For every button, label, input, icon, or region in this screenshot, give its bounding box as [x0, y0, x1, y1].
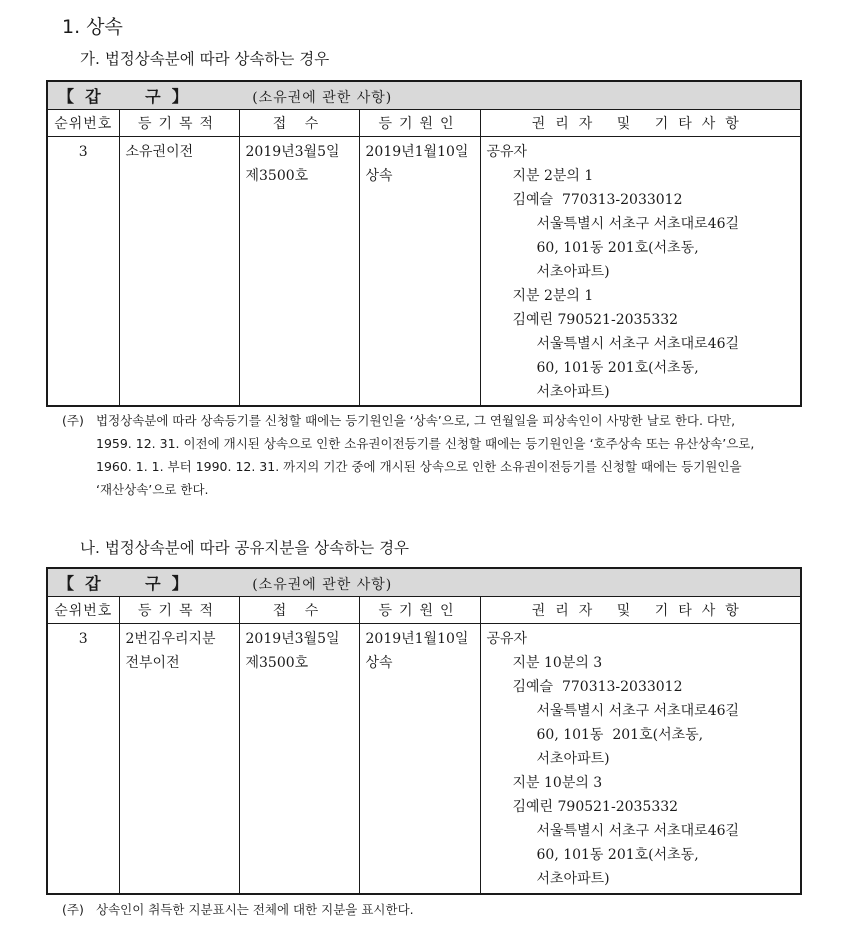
purpose-line: 전부이전 [125, 655, 180, 671]
column-headers [47, 110, 801, 137]
receipt-number: 제3500호 [245, 655, 309, 671]
rights-cell [481, 624, 801, 891]
page-heading: 1. 상속 [62, 16, 123, 38]
rights-line: 김예린 790521-2035332 [512, 799, 679, 815]
header-rank: 순위번호 [47, 110, 119, 137]
note-line: 상속인이 취득한 지분표시는 전체에 대한 지분을 표시한다. [96, 902, 414, 917]
note-line: 법정상속분에 따라 상속등기를 신청할 때에는 등기원인을 ‘상속’으로, 그 연월일을 피상속인이 사망한 날로 한다. 다만, [96, 413, 736, 428]
rights-line: 60, 101동 201호(서초동, [536, 847, 699, 863]
note-line: 1959. 12. 31. 이전에 개시된 상속으로 인한 소유권이전등기를 신청할 때에는 등기원인을 ‘호주상속 또는 유산상속’으로, [96, 436, 755, 451]
rights-line: 지분 2분의 1 [512, 168, 594, 184]
gap-section-header [47, 568, 801, 597]
rights-line: 공유자 [486, 144, 528, 160]
rights-line: 서초아파트) [536, 751, 610, 767]
purpose-line: 2번김우리지분 [125, 631, 216, 647]
cause-date: 2019년1월10일 [365, 631, 469, 647]
table-row [47, 137, 801, 406]
cause-date: 2019년1월10일 [365, 144, 469, 160]
header-rights: 권리자 및 기타사항 [480, 110, 801, 137]
note-line: ‘재산상속’으로 한다. [96, 482, 209, 497]
section-label: 【 갑 구 】 [58, 574, 188, 593]
header-rank: 순위번호 [47, 597, 119, 624]
purpose-line: 소유권이전 [125, 144, 194, 160]
receipt-date: 2019년3월5일 [245, 144, 340, 160]
rights-line: 서초아파트) [536, 871, 610, 887]
section-a-title: 가. 법정상속분에 따라 상속하는 경우 [80, 50, 330, 68]
rank-cell: 3 [78, 144, 88, 160]
rights-line: 60, 101동 201호(서초동, [536, 240, 699, 256]
rights-line: 60, 101동 201호(서초동, [536, 727, 704, 743]
section-label: 【 갑 구 】 [58, 87, 188, 106]
rights-cell [481, 137, 801, 404]
section-subtitle: (소유권에 관한 사항) [252, 577, 393, 593]
rank-cell: 3 [78, 631, 88, 647]
cause-type: 상속 [365, 655, 393, 671]
rights-line: 서초아파트) [536, 384, 610, 400]
receipt-date: 2019년3월5일 [245, 631, 340, 647]
rights-line: 지분 2분의 1 [512, 288, 594, 304]
rights-line: 60, 101동 201호(서초동, [536, 360, 699, 376]
rights-line: 김예슬 770313-2033012 [512, 679, 683, 695]
note-line: 1960. 1. 1. 부터 1990. 12. 31. 까지의 기간 중에 개시된 상속으로 인한 소유권이전등기를 신청할 때에는 등기원인을 [96, 459, 742, 474]
header-purpose: 등기목적 [119, 597, 239, 624]
register-table-a [46, 80, 802, 407]
note-b [62, 898, 810, 921]
rights-line: 서울특별시 서초구 서초대로46길 [536, 823, 740, 839]
note-mark: (주) [62, 413, 84, 428]
register-table-b [46, 567, 802, 895]
section-b-title: 나. 법정상속분에 따라 공유지분을 상속하는 경우 [80, 539, 410, 557]
cause-type: 상속 [365, 168, 393, 184]
rights-line: 서초아파트) [536, 264, 610, 280]
rights-line: 서울특별시 서초구 서초대로46길 [536, 336, 740, 352]
table-row [47, 624, 801, 894]
note-mark: (주) [62, 902, 84, 917]
rights-line: 김예슬 770313-2033012 [512, 192, 683, 208]
rights-line: 지분 10분의 3 [512, 775, 603, 791]
header-cause: 등기원인 [359, 110, 480, 137]
gap-section-header [47, 81, 801, 110]
header-rights: 권리자 및 기타사항 [480, 597, 801, 624]
header-purpose: 등기목적 [119, 110, 239, 137]
rights-line: 서울특별시 서초구 서초대로46길 [536, 703, 740, 719]
rights-line: 지분 10분의 3 [512, 655, 603, 671]
header-cause: 등기원인 [359, 597, 480, 624]
column-headers [47, 597, 801, 624]
section-subtitle: (소유권에 관한 사항) [252, 90, 393, 106]
rights-line: 공유자 [486, 631, 528, 647]
note-a [62, 409, 810, 501]
rights-line: 서울특별시 서초구 서초대로46길 [536, 216, 740, 232]
receipt-number: 제3500호 [245, 168, 309, 184]
header-receipt: 접 수 [239, 597, 359, 624]
rights-line: 김예린 790521-2035332 [512, 312, 679, 328]
header-receipt: 접 수 [239, 110, 359, 137]
